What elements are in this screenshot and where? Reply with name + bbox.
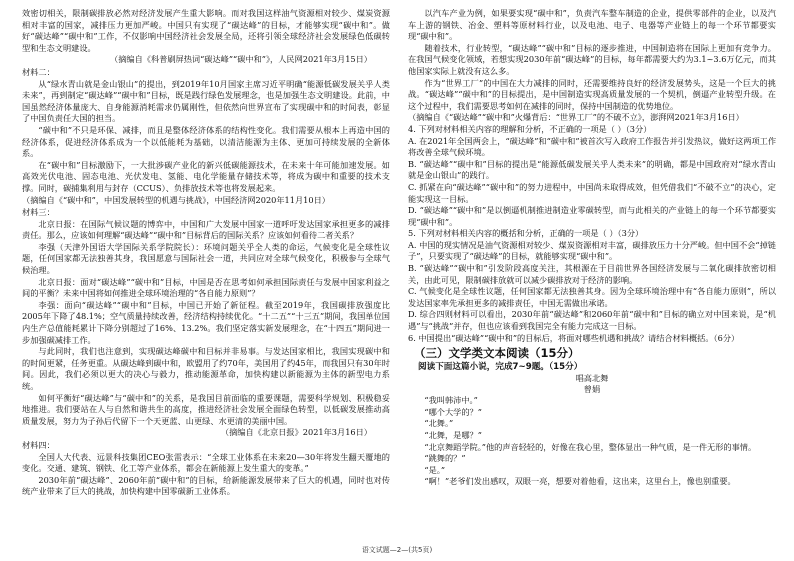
option-a: A. 在2021年全国两会上，“碳达峰”和“碳中和”被首次写入政府工作报告并引发热议，做好这两项工作将改善全球气候环境。 bbox=[408, 135, 777, 158]
left-paragraph: 效密切相关，限制碳排放必然对经济发展产生重大影响。而对我国这样油气资源相对较少、煤炭资源相对丰富的国家，减排压力更加严峻。中国只有实现了“碳达峰”的目标，才能够实现“碳中和”。做好“碳达峰”“碳中和”工作，不仅影响中国经济社会发展全局，还将引领全球经济社会发展绿色低碳转型和生态文明建设。 bbox=[22, 8, 390, 53]
left-paragraph: 北京日报：面对“碳达峰”“碳中和”目标，中国是否在思考如何承担国际责任与发展中国家利益之间的平衡？未来中国将如何推进全球环境治理的“各自能力原则”？ bbox=[22, 276, 390, 299]
story-author: 曾娟 bbox=[583, 384, 601, 395]
right-column bbox=[408, 8, 776, 488]
left-paragraph: 全国人大代表、远景科技集团CEO张雷表示：“全球工业体系在未来20—30年将发生翻天覆地的变化。交通、建筑、钢铁、化工等产业体系，都会在新能源上发生重大的变革。” bbox=[22, 451, 390, 474]
source-citation: （摘编自《“碳中和”，中国发展转型的机遇与挑战》，中国经济网2020年11月10日） bbox=[22, 194, 330, 205]
dialogue-line: “啊！”老爷们发出感叹，双眼一亮，想要对着他看，这出来，这里台上，像也别重要。 bbox=[424, 476, 736, 487]
right-paragraph: 作为“世界工厂”的中国在大力减排的同时，还需要维持良好的经济发展势头，这是一个巨大的挑战。“碳达峰”“碳中和”的目标提出，是中国制造实现高质量发展的一个契机，倒逼产业转型升级。在这个过程中，我们需要思考如何在减排的同时，保持中国制造的优势地位。 bbox=[408, 77, 776, 111]
left-paragraph: 从“绿水青山就是金山银山”的提出，到2019年10月国家主席习近平明确“能源低碳发展关乎人类未来”，再到制定“碳达峰”“碳中和”目标，既是践行绿色发展理念，也是加强生态文明建设。此前，中国虽然经济体量庞大、自身能源消耗需求仍属刚性，但依然向世界宣布了实现碳中和的时间表，彰显了中国负责任大国的担当。 bbox=[22, 78, 390, 124]
source-citation: （摘编自《科普刷屏热词“碳达峰”“碳中和”》，人民网2021年3月15日） bbox=[110, 54, 372, 65]
source-citation: （摘编自《“碳达峰”“碳中和”火爆背后：“世界工厂”的不破不立》，澎湃网2021年3月16日） bbox=[408, 112, 744, 123]
option-d: D. 综合四则材料可以看出，2030年前“碳达峰”和2060年前“碳中和”目标的确立对中国来说，是“机遇”与“挑战”并存，但也应该看到我国完全有能力完成这一目标。 bbox=[408, 309, 776, 332]
story-title: 唱高北舞 bbox=[575, 373, 609, 384]
dialogue-line: “北舞，是哪？” bbox=[424, 430, 482, 440]
left-paragraph: 2030年前“碳达峰”、2060年前“碳中和”的目标，给新能源发展带来了巨大的机遇，同时也对传统产业带来了巨大的挑战，加快构建中国零碳新工业体系。 bbox=[22, 474, 390, 497]
question-4: 4. 下列对材料相关内容的理解和分析，不正确的一项是（ ）（3分） bbox=[408, 123, 652, 134]
section-instruction: 阅读下面这篇小说，完成7~9题。（15分） bbox=[418, 362, 583, 373]
option-c: C. 气候变化是全球性议题，任何国家都无法独善其身。因为全球环境治理中有“各自能力原则”，所以发达国家率先承担更多的减排责任，中国无需做出承诺。 bbox=[408, 286, 776, 308]
left-paragraph: “碳中和”不只是环保、减排，而且是整体经济体系的结构性变化。我们需要从根本上再造中国的经济体系，促进经济体系成为一个以低能耗为基础，以清洁能源为主体、更加可持续发展的全新体系。 bbox=[22, 124, 390, 159]
option-b: B. “碳达峰”“碳中和”目标的提出是“能源低碳发展关乎人类未来”的明确，都是中国政府对“绿水青山就是金山银山”的践行。 bbox=[408, 158, 776, 181]
left-paragraph: 与此同时，我们也注意到，实现碳达峰碳中和目标并非易事。与发达国家相比，我国实现碳中和的时间更紧，任务更重。从碳达峰到碳中和，欧盟用了约70年，美国用了约45年，而我国只有30年时间。因此，我们必须以更大的决心与毅力，推动能源革命，加快构建以新能源为主体的新型电力系统。 bbox=[22, 346, 390, 391]
left-paragraph: 在“碳中和”目标激励下，一大批涉碳产业化的新兴低碳能源技术，在未来十年可能加速发展。如高效光伏电池、固态电池、光伏发电、氢能、电化学能量存储技术等，将成为碳中和重要的技术支撑。同时，碳捕集利用与封存（CCUS）、负排放技术等也将发展起来。 bbox=[22, 159, 390, 193]
option-d: D. “碳达峰”“碳中和”是以倒逼机制推进制造业零碳转型，而与此相关的产业链上的每一个环节都要实现“碳中和”。 bbox=[408, 205, 776, 227]
option-b: B. “碳达峰”“碳中和”引发阶段高度关注，其根源在于目前世界各国经济发展与二氧化碳排放密切相关，由此可见，限制碳排放就可以减少碳排放对于经济的影响。 bbox=[408, 263, 776, 285]
source-citation: （摘编自《北京日报》2021年3月16日） bbox=[220, 427, 372, 438]
left-paragraph: 北京日报：在国际气候议题的博弈中，中国和广大发展中国家一道呼吁发达国家承担更多的减排责任。那么，应该如何理解“碳达峰”“碳中和”目标背后的国际关系？应该如何看待二者关系？ bbox=[22, 218, 390, 241]
question-6: 6. 中国提出“碳达峰”“碳中和”的目标后，将面对哪些机遇和挑战？请结合材料概括。（6分） bbox=[408, 332, 740, 343]
material-label: 材料三： bbox=[22, 207, 55, 218]
dialogue-line: “我叫韩沛中。” bbox=[424, 395, 478, 406]
dialogue-line: “是。” bbox=[424, 464, 446, 475]
page-footer: 语文试题—2—(共5页) bbox=[361, 546, 433, 554]
option-a: A. 中国的现实情况是油气资源相对较少、煤炭资源相对丰富，碳排放压力十分严峻。但中国不会“掉链子”，只要实现了“碳达峰”的目标，就能够实现“碳中和”。 bbox=[408, 239, 776, 262]
material-label: 材料四： bbox=[22, 439, 55, 450]
right-paragraph: 以汽车产业为例，如果要实现“碳中和”，负责汽车整车制造的企业，提供零部件的企业，以及汽车上游的钢铁、冶金、塑料等原材料行业，以及电池、电子、电器等产业链上的每一个环节都要实现“碳中和”。 bbox=[408, 8, 776, 42]
left-paragraph: 李强：面向“碳达峰”“碳中和”目标，中国已开始了新征程。截至2019年，我国碳排放强度比2005年下降了48.1%；空气质量持续改善，经济结构持续优化。“十二五”“十三五”期间，我国单位国内生产总值能耗累计下降分别超过了16%、13.2%。我们坚定落实新发展理念，在“十四五”期间进一步加强碳减排工作。 bbox=[22, 299, 390, 345]
material-label: 材料二： bbox=[22, 66, 55, 77]
option-c: C. 抓紧在向“碳达峰”“碳中和”的努力进程中，中国尚未取得成效，但凭借我们“不破不立”的决心，定能实现这一目标。 bbox=[408, 181, 776, 204]
dialogue-line: “北京舞蹈学院。”他的声音轻轻的，好像在我心里，整体显出一种气质，是一件无形的事情。 bbox=[424, 441, 757, 452]
right-paragraph: 随着技术，行业转型，“碳达峰”“碳中和”目标的逐步推进，中国制造将在国际上更加有竞争力。在我国气候变化领域，若想实现2030年前“碳达峰”的目标，每年都需要大约为3.1~3.6万亿元，而其他国家实际上就没有这么多。 bbox=[408, 42, 776, 76]
left-column bbox=[22, 8, 390, 498]
dialogue-line: “跳舞的？” bbox=[424, 453, 466, 464]
left-paragraph: 李强（天津外国语大学国际关系学院院长）：环境问题关乎全人类的命运，气候变化是全球性议题，任何国家都无法独善其身，我国愿意与国际社会一道，共同应对全球气候变化，积极参与全球气候治理。 bbox=[22, 241, 390, 276]
section-heading: （三）文学类文本阅读（15分） bbox=[414, 346, 580, 361]
question-5: 5. 下列对材料相关内容的概括和分析，正确的一项是（ ）（3分） bbox=[408, 228, 644, 239]
dialogue-line: “北舞。” bbox=[424, 418, 454, 429]
left-paragraph: 如何平衡好“碳达峰”与“碳中和”的关系，是我国目前面临的重要课题，需要科学规划、积极稳妥地推进。我们要站在人与自然和谐共生的高度，推进经济社会发展全面绿色转型，以低碳发展推动高质量发展，努力为子孙后代留下一个天更蓝、山更绿、水更清的美丽中国。 bbox=[22, 392, 390, 426]
dialogue-line: “哪个大学的？” bbox=[424, 406, 482, 417]
